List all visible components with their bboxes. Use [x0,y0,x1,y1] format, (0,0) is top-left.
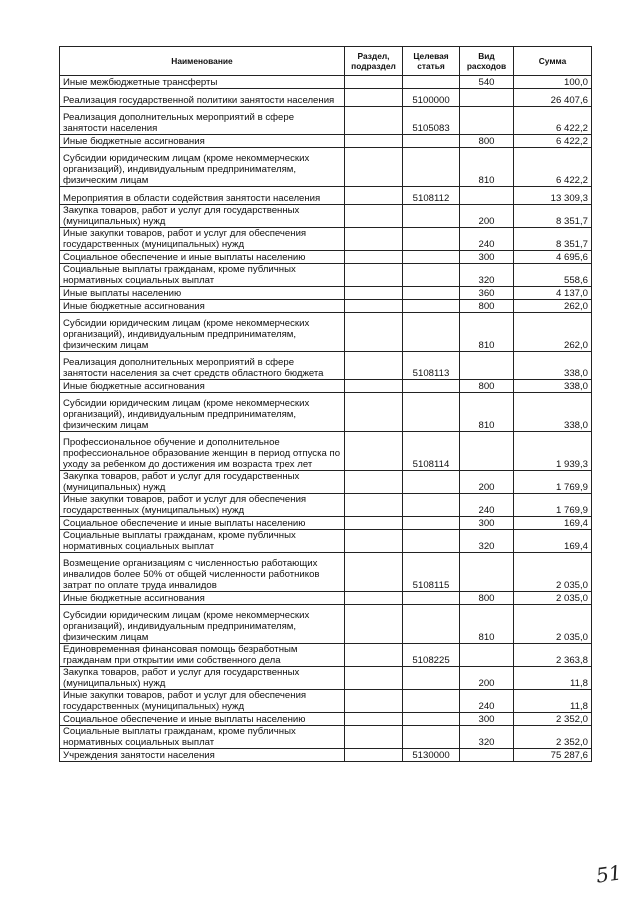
row-sum-cell: 338,0 [514,393,592,432]
row-name-cell: Субсидии юридическим лицам (кроме некоммерческих организаций), индивидуальным предпринимателям, физическим лицам [60,393,345,432]
row-section-cell [345,530,403,553]
row-sum-cell: 2 363,8 [514,644,592,667]
table-row [60,107,592,135]
row-sum-cell: 262,0 [514,313,592,352]
row-sum-cell: 338,0 [514,352,592,380]
row-article-cell [403,287,460,300]
row-section-cell [345,592,403,605]
row-expense-type-cell: 300 [460,251,514,264]
table-row [60,690,592,713]
table-row [60,726,592,749]
table-row [60,393,592,432]
row-article-cell [403,205,460,228]
table-row [60,494,592,517]
row-article-cell [403,690,460,713]
row-article-cell [403,380,460,393]
row-section-cell [345,251,403,264]
row-sum-cell: 1 769,9 [514,494,592,517]
row-section-cell [345,300,403,313]
row-sum-cell: 26 407,6 [514,89,592,107]
row-name-cell: Иные закупки товаров, работ и услуг для обеспечения государственных (муниципальных) нужд [60,690,345,713]
row-name-cell: Мероприятия в области содействия занятости населения [60,187,345,205]
row-expense-type-cell: 800 [460,300,514,313]
table-row [60,300,592,313]
budget-table [59,46,592,762]
row-section-cell [345,726,403,749]
row-name-cell: Иные бюджетные ассигнования [60,380,345,393]
row-expense-type-cell: 300 [460,713,514,726]
header-expense-type: Вид расходов [460,47,514,76]
row-sum-cell: 11,8 [514,667,592,690]
row-article-cell [403,300,460,313]
row-name-cell: Социальное обеспечение и иные выплаты населению [60,517,345,530]
row-expense-type-cell: 240 [460,494,514,517]
row-expense-type-cell: 200 [460,471,514,494]
table-row [60,287,592,300]
table-body [60,76,592,762]
row-sum-cell: 4 695,6 [514,251,592,264]
row-section-cell [345,76,403,89]
row-sum-cell: 8 351,7 [514,228,592,251]
row-name-cell: Социальные выплаты гражданам, кроме публичных нормативных социальных выплат [60,530,345,553]
row-expense-type-cell: 810 [460,393,514,432]
row-expense-type-cell [460,644,514,667]
table-row [60,517,592,530]
header-section: Раздел, подраздел [345,47,403,76]
row-name-cell: Реализация дополнительных мероприятий в сфере занятости населения [60,107,345,135]
row-article-cell: 5108114 [403,432,460,471]
row-expense-type-cell: 320 [460,530,514,553]
row-section-cell [345,432,403,471]
row-article-cell [403,264,460,287]
table-row [60,264,592,287]
row-article-cell [403,471,460,494]
row-expense-type-cell: 320 [460,726,514,749]
table-row [60,553,592,592]
row-expense-type-cell [460,187,514,205]
row-section-cell [345,749,403,762]
row-name-cell: Социальные выплаты гражданам, кроме публичных нормативных социальных выплат [60,726,345,749]
table-row [60,251,592,264]
header-sum: Сумма [514,47,592,76]
row-sum-cell: 11,8 [514,690,592,713]
row-name-cell: Закупка товаров, работ и услуг для государственных (муниципальных) нужд [60,205,345,228]
row-section-cell [345,471,403,494]
header-name: Наименование [60,47,345,76]
row-sum-cell: 8 351,7 [514,205,592,228]
row-name-cell: Реализация государственной политики занятости населения [60,89,345,107]
row-sum-cell: 100,0 [514,76,592,89]
row-section-cell [345,494,403,517]
table-row [60,380,592,393]
row-sum-cell: 558,6 [514,264,592,287]
table-row [60,187,592,205]
row-name-cell: Иные бюджетные ассигнования [60,135,345,148]
row-expense-type-cell: 800 [460,592,514,605]
row-expense-type-cell [460,749,514,762]
row-name-cell: Иные закупки товаров, работ и услуг для обеспечения государственных (муниципальных) нужд [60,228,345,251]
header-article: Целевая статья [403,47,460,76]
row-sum-cell: 338,0 [514,380,592,393]
table-row [60,76,592,89]
row-name-cell: Субсидии юридическим лицам (кроме некоммерческих организаций), индивидуальным предпринимателям, физическим лицам [60,148,345,187]
table-row [60,605,592,644]
row-sum-cell: 75 287,6 [514,749,592,762]
table-row [60,713,592,726]
row-expense-type-cell: 540 [460,76,514,89]
row-expense-type-cell [460,432,514,471]
row-name-cell: Возмещение организациям с численностью работающих инвалидов более 50% от общей численности работников затрат по оплате труда инвалидов [60,553,345,592]
row-section-cell [345,690,403,713]
row-expense-type-cell: 810 [460,313,514,352]
row-name-cell: Социальное обеспечение и иные выплаты населению [60,713,345,726]
row-article-cell: 5108113 [403,352,460,380]
row-expense-type-cell: 240 [460,690,514,713]
row-sum-cell: 6 422,2 [514,107,592,135]
row-article-cell [403,494,460,517]
row-section-cell [345,380,403,393]
row-article-cell [403,530,460,553]
table-row [60,667,592,690]
row-sum-cell: 1 939,3 [514,432,592,471]
row-name-cell: Иные бюджетные ассигнования [60,592,345,605]
row-section-cell [345,107,403,135]
row-name-cell: Субсидии юридическим лицам (кроме некоммерческих организаций), индивидуальным предпринимателям, физическим лицам [60,313,345,352]
table-header-row [60,47,592,76]
row-article-cell: 5105083 [403,107,460,135]
row-expense-type-cell: 200 [460,205,514,228]
row-name-cell: Субсидии юридическим лицам (кроме некоммерческих организаций), индивидуальным предпринимателям, физическим лицам [60,605,345,644]
row-section-cell [345,135,403,148]
row-section-cell [345,313,403,352]
row-article-cell [403,667,460,690]
row-sum-cell: 2 035,0 [514,592,592,605]
table-row [60,592,592,605]
row-section-cell [345,352,403,380]
row-expense-type-cell: 240 [460,228,514,251]
row-sum-cell: 2 035,0 [514,553,592,592]
row-name-cell: Учреждения занятости населения [60,749,345,762]
row-expense-type-cell: 360 [460,287,514,300]
row-article-cell: 5100000 [403,89,460,107]
row-article-cell [403,592,460,605]
row-section-cell [345,89,403,107]
table-row [60,205,592,228]
row-name-cell: Закупка товаров, работ и услуг для государственных (муниципальных) нужд [60,667,345,690]
row-sum-cell: 2 035,0 [514,605,592,644]
row-expense-type-cell: 800 [460,380,514,393]
table-row [60,148,592,187]
row-name-cell: Реализация дополнительных мероприятий в сфере занятости населения за счет средств областного бюджета [60,352,345,380]
row-name-cell: Единовременная финансовая помощь безработным гражданам при открытии ими собственного дела [60,644,345,667]
row-article-cell [403,251,460,264]
row-article-cell [403,517,460,530]
row-expense-type-cell [460,553,514,592]
row-article-cell [403,605,460,644]
row-expense-type-cell [460,89,514,107]
row-sum-cell: 262,0 [514,300,592,313]
row-expense-type-cell: 300 [460,517,514,530]
row-name-cell: Иные бюджетные ассигнования [60,300,345,313]
table-row [60,644,592,667]
row-name-cell: Иные выплаты населению [60,287,345,300]
row-expense-type-cell: 320 [460,264,514,287]
page-number: 51 [594,860,623,888]
row-article-cell [403,76,460,89]
row-article-cell: 5108112 [403,187,460,205]
table-row [60,313,592,352]
row-section-cell [345,713,403,726]
row-article-cell [403,726,460,749]
row-expense-type-cell: 810 [460,148,514,187]
table-row [60,352,592,380]
row-section-cell [345,605,403,644]
table-row [60,89,592,107]
row-section-cell [345,187,403,205]
row-section-cell [345,148,403,187]
row-article-cell [403,393,460,432]
row-sum-cell: 6 422,2 [514,148,592,187]
row-name-cell: Закупка товаров, работ и услуг для государственных (муниципальных) нужд [60,471,345,494]
row-section-cell [345,644,403,667]
row-sum-cell: 169,4 [514,530,592,553]
row-article-cell: 5108115 [403,553,460,592]
row-sum-cell: 2 352,0 [514,726,592,749]
row-section-cell [345,667,403,690]
table-row [60,471,592,494]
row-article-cell [403,135,460,148]
row-article-cell [403,228,460,251]
table-row [60,135,592,148]
row-expense-type-cell: 200 [460,667,514,690]
row-section-cell [345,228,403,251]
row-section-cell [345,287,403,300]
row-article-cell: 5130000 [403,749,460,762]
row-expense-type-cell: 800 [460,135,514,148]
row-sum-cell: 6 422,2 [514,135,592,148]
row-name-cell: Профессиональное обучение и дополнительное профессиональное образование женщин в период отпуска по уходу за ребенком до достижения им возраста трех лет [60,432,345,471]
row-section-cell [345,517,403,530]
row-sum-cell: 2 352,0 [514,713,592,726]
row-section-cell [345,553,403,592]
row-sum-cell: 1 769,9 [514,471,592,494]
row-section-cell [345,205,403,228]
row-article-cell [403,713,460,726]
row-expense-type-cell [460,352,514,380]
row-section-cell [345,264,403,287]
row-article-cell [403,148,460,187]
table-row [60,530,592,553]
row-expense-type-cell [460,107,514,135]
row-article-cell: 5108225 [403,644,460,667]
row-sum-cell: 4 137,0 [514,287,592,300]
table-row [60,228,592,251]
row-expense-type-cell: 810 [460,605,514,644]
table-row [60,432,592,471]
row-name-cell: Социальное обеспечение и иные выплаты населению [60,251,345,264]
row-name-cell: Иные закупки товаров, работ и услуг для обеспечения государственных (муниципальных) нужд [60,494,345,517]
row-article-cell [403,313,460,352]
row-name-cell: Социальные выплаты гражданам, кроме публичных нормативных социальных выплат [60,264,345,287]
budget-table-container [59,46,591,762]
row-name-cell: Иные межбюджетные трансферты [60,76,345,89]
table-row [60,749,592,762]
row-section-cell [345,393,403,432]
row-sum-cell: 169,4 [514,517,592,530]
row-sum-cell: 13 309,3 [514,187,592,205]
